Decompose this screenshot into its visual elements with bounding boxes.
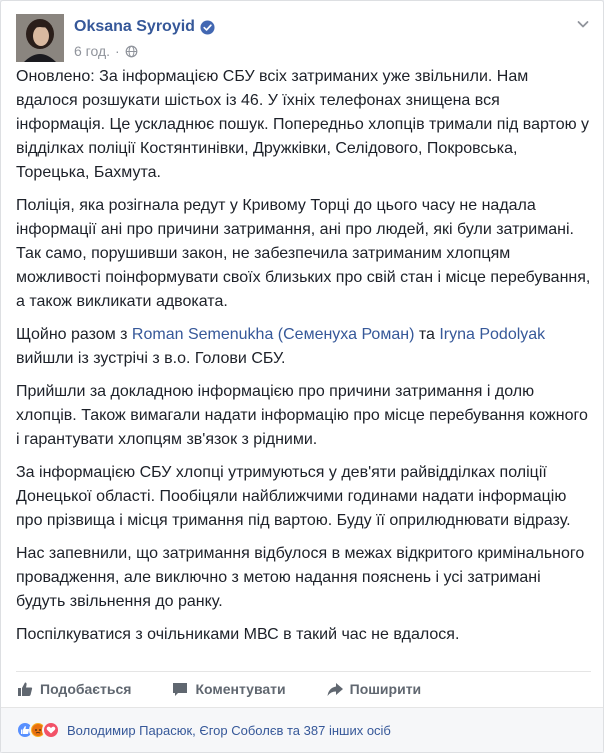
author-name[interactable] xyxy=(74,18,215,36)
mention-suffix: вийшли із зустрічі з в.о. Голови СБУ. xyxy=(16,350,286,367)
post-header xyxy=(16,14,591,64)
comment-icon xyxy=(171,680,189,698)
comment-label[interactable]: Коментувати xyxy=(195,680,286,697)
post-paragraph-mentions xyxy=(16,323,591,371)
author-name-text[interactable]: Oksana Syroyid xyxy=(74,18,195,35)
post-meta xyxy=(74,43,138,59)
avatar[interactable] xyxy=(16,14,64,62)
mention-middle: та xyxy=(414,326,440,343)
post-body xyxy=(16,65,591,656)
verified-badge-icon xyxy=(200,20,215,35)
post-paragraph: Поліція, яка розігнала редут у Кривому Торці до цього часу не надала інформації ані про причини затримання, ані про людей, які були затримані. Так само, порушивши закон, не забезпечила затриманим хлопцям можливості поінформувати своїх близьких про свій стан і місце перебування, а також викликати адвоката. xyxy=(16,197,591,310)
post-paragraph: Прийшли за докладною інформацією про причини затримання і долю хлопців. Також вимагали надати інформацію про місце перебування кожного і гарантувати хлопцям зв'язок з рідними. xyxy=(16,383,588,448)
comment-button[interactable] xyxy=(171,680,285,698)
reactions-bar xyxy=(1,707,603,752)
mention-link[interactable]: Roman Semenukha (Семенуха Роман) xyxy=(131,326,415,343)
globe-icon[interactable] xyxy=(125,45,138,58)
post-paragraph: Нас запевнили, що затримання відбулося в межах відкритого кримінального провадження, але виключно з метою надання пояснень і усі затримані будуть звільнення до ранку. xyxy=(16,545,585,610)
thumbs-up-icon xyxy=(16,680,34,698)
share-label[interactable]: Поширити xyxy=(349,680,422,697)
mention-link[interactable]: Iryna Podolyak xyxy=(439,326,546,343)
like-button[interactable] xyxy=(16,680,131,698)
chevron-down-icon[interactable] xyxy=(575,16,591,32)
mention-prefix: Щойно разом з xyxy=(16,326,132,343)
post-time[interactable]: 6 год. xyxy=(74,43,111,59)
post-actions xyxy=(16,671,591,705)
avatar-photo-icon xyxy=(16,14,64,62)
meta-separator: · xyxy=(115,43,120,59)
share-button[interactable] xyxy=(326,680,422,698)
love-reaction-icon[interactable] xyxy=(42,721,60,739)
reactions-summary[interactable]: Володимир Парасюк, Єгор Соболєв та 387 інших осіб xyxy=(67,722,391,738)
post-paragraph: Поспілкуватися з очільниками МВС в такий час не вдалося. xyxy=(16,626,460,643)
share-icon xyxy=(326,680,344,698)
like-label[interactable]: Подобається xyxy=(40,680,132,697)
post-paragraph: Оновлено: За інформацією СБУ всіх затриманих уже звільнили. Нам вдалося розшукати шістьох із 46. У їхніх телефонах знищена вся інформація. Це ускладнює пошук. Попередньо хлопців тримали під вартою у відділках поліції Костянтинівки, Дружківки, Селідового, Покровська, Торецька, Бахмута. xyxy=(16,68,590,181)
post-paragraph: За інформацією СБУ хлопці утримуються у дев'яти райвідділках поліції Донецької області. Пообіцяли найближчими годинами надати інформацію про прізвища і місця тримання під вартою. Буду її оприлюднювати відразу. xyxy=(16,464,571,529)
